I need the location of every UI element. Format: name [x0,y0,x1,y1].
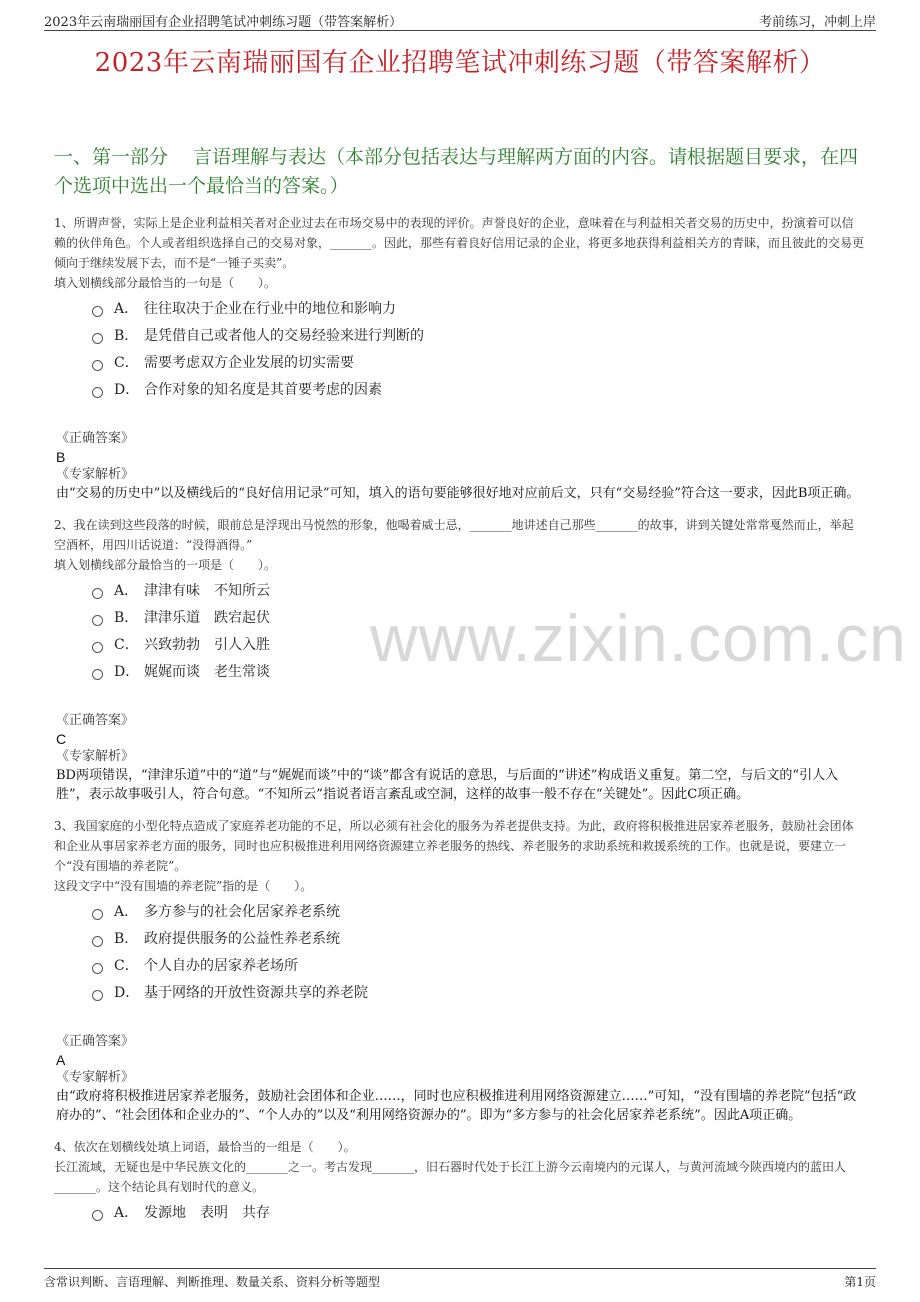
option-a[interactable] [92,578,864,605]
option-text: 津津乐道 跌宕起伏 [144,610,270,626]
radio-button-icon[interactable] [92,963,103,974]
option-letter: C． [114,355,139,371]
question-stem: 4、依次在划横线处填上词语，最恰当的一组是（ ）。 [54,1140,356,1154]
option-b[interactable] [92,323,864,350]
watermark-text: www.zixin.com.cn [370,601,907,675]
footer-divider [44,1268,876,1269]
page-number: 第1页 [844,1275,876,1289]
radio-button-icon[interactable] [92,306,103,317]
question-stem: 1、所谓声誉，实际上是企业利益相关者对企业过去在市场交易中的表现的评价。声誉良好的企业，意味着在与利益相关者交易的历史中，扮演着可以信赖的伙伴角色。个人或者组织选择自己的交易对象，_______。因此，那些有着良好信用记录的企业，将更多地获得利益相关方的青睐，而且彼此的交易更倾向于继续发展下去，而不是“一锤子买卖”。 [54,216,865,270]
option-text: 多方参与的社会化居家养老系统 [144,904,340,920]
option-list [92,899,864,1007]
option-a[interactable] [92,1200,864,1227]
radio-button-icon[interactable] [92,990,103,1001]
radio-button-icon[interactable] [92,1210,103,1221]
option-letter: B． [114,328,139,344]
option-text: 往往取决于企业在行业中的地位和影响力 [144,301,396,317]
option-letter: D． [114,985,140,1001]
question-prompt: 这段文字中“没有围墙的养老院”指的是（ ）。 [54,879,313,893]
option-a[interactable] [92,296,864,323]
footer-left-text: 含常识判断、言语理解、判断推理、数量关系、资料分析等题型 [44,1275,381,1289]
option-list [92,578,864,686]
option-letter: B． [114,931,139,947]
option-letter: B． [114,610,139,626]
answer-label: 《正确答案》 [56,431,135,446]
answer-label: 《正确答案》 [56,713,135,728]
expert-explanation: 由“政府将积极推进居家养老服务，鼓励社会团体和企业……，同时也应积极推进利用网络资源建立……”可知，“没有围墙的养老院”包括“政府办的”、“社会团体和企业办的”、“个人办的”以及“利用网络资源办的”。即为“多方参与的社会化居家养老系统”。因此A项正确。 [56,1089,857,1123]
section-heading: 一、第一部分 言语理解与表达（本部分包括表达与理解两方面的内容。请根据题目要求，在四个选项中选出一个最恰当的答案。） [54,146,859,197]
option-text: 基于网络的开放性资源共享的养老院 [144,985,368,1001]
explanation-label: 《专家解析》 [56,1070,135,1085]
option-c[interactable] [92,350,864,377]
option-letter: C． [114,637,139,653]
option-text: 娓娓而谈 老生常谈 [144,664,270,680]
header-divider [44,30,876,31]
radio-button-icon[interactable] [92,588,103,599]
question-4 [54,1137,864,1227]
option-text: 需要考虑双方企业发展的切实需要 [144,355,354,371]
question-stem: 3、我国家庭的小型化特点造成了家庭养老功能的不足，所以必须有社会化的服务为养老提供支持。为此，政府将积极推进居家养老服务，鼓励社会团体和企业从事居家养老方面的服务，同时也应积极推进利用网络资源建立养老服务的热线、养老服务的求助系统和救援系统的工作。也就是说，要建立一个“没有围墙的养老院”。 [54,819,854,873]
radio-button-icon[interactable] [92,669,103,680]
option-text: 发源地 表明 共存 [144,1205,270,1221]
radio-button-icon[interactable] [92,936,103,947]
radio-button-icon[interactable] [92,333,103,344]
option-c[interactable] [92,953,864,980]
option-list [92,1200,864,1227]
option-d[interactable] [92,377,864,404]
question-2 [54,515,864,804]
correct-answer: A [56,1052,66,1068]
option-letter: A． [114,301,139,317]
radio-button-icon[interactable] [92,909,103,920]
page-title: 2023年云南瑞丽国有企业招聘笔试冲刺练习题（带答案解析） [94,48,826,78]
header-left-text: 2023年云南瑞丽国有企业招聘笔试冲刺练习题（带答案解析） [44,15,403,30]
question-prompt: 填入划横线部分最恰当的一句是（ ）。 [54,276,277,290]
question-passage: 长江流域，无疑也是中华民族文化的_______之一。考古发现_______，旧石器时代处于长江上游今云南境内的元谋人，与黄河流域今陕西境内的蓝田人_______。这个结论具有划时代的意义。 [54,1160,847,1194]
option-a[interactable] [92,899,864,926]
page-header [0,0,920,30]
option-b[interactable] [92,605,864,632]
expert-explanation: 由“交易的历史中”以及横线后的“良好信用记录”可知，填入的语句要能够很好地对应前后文，只有“交易经验”符合这一要求，因此B项正确。 [56,486,860,501]
option-text: 兴致勃勃 引人入胜 [144,637,270,653]
option-text: 个人自办的居家养老场所 [144,958,298,974]
question-3 [54,816,864,1125]
question-list [54,213,864,1227]
option-text: 是凭借自己或者他人的交易经验来进行判断的 [144,328,424,344]
option-c[interactable] [92,632,864,659]
answer-label: 《正确答案》 [56,1034,135,1049]
option-b[interactable] [92,926,864,953]
option-d[interactable] [92,659,864,686]
question-1 [54,213,864,503]
option-text: 津津有味 不知所云 [144,583,270,599]
option-letter: D． [114,664,140,680]
option-list [92,296,864,404]
question-stem: 2、我在读到这些段落的时候，眼前总是浮现出马悦然的形象，他喝着威士忌，_______地讲述自己那些_______的故事，讲到关键处常常戛然而止，举起空酒杯，用四川话说道：“没得酒得。” [54,518,854,552]
radio-button-icon[interactable] [92,642,103,653]
radio-button-icon[interactable] [92,615,103,626]
option-d[interactable] [92,980,864,1007]
option-text: 合作对象的知名度是其首要考虑的因素 [144,382,382,398]
option-letter: D． [114,382,140,398]
header-right-text: 考前练习，冲刺上岸 [758,15,876,30]
option-letter: A． [114,583,139,599]
correct-answer: B [56,449,66,465]
option-text: 政府提供服务的公益性养老系统 [144,931,340,947]
explanation-label: 《专家解析》 [56,749,135,764]
radio-button-icon[interactable] [92,360,103,371]
option-letter: C． [114,958,139,974]
option-letter: A． [114,1205,139,1221]
explanation-label: 《专家解析》 [56,467,135,482]
question-prompt: 填入划横线部分最恰当的一项是（ ）。 [54,558,277,572]
option-letter: A． [114,904,139,920]
correct-answer: C [56,731,67,747]
expert-explanation: BD两项错误，“津津乐道”中的“道”与“娓娓而谈”中的“谈”都含有说话的意思，与后面的“讲述”构成语义重复。第二空，与后文的“引人入胜”，表示故事吸引人，符合句意。“不知所云”指说者语言紊乱或空洞，这样的故事一般不存在“关键处”。因此C项正确。 [56,768,839,802]
radio-button-icon[interactable] [92,387,103,398]
